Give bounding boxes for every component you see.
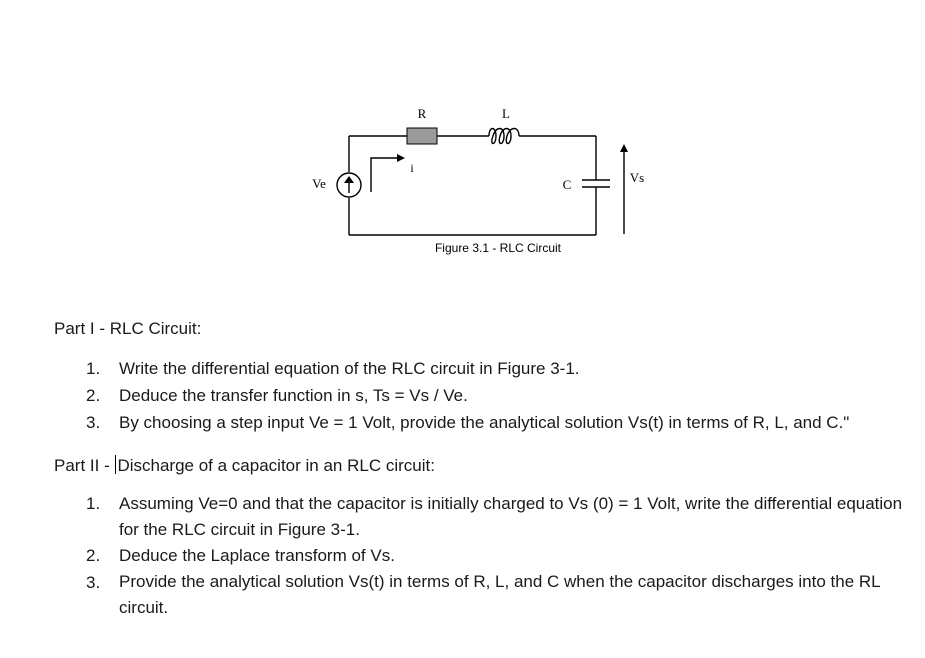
label-ve: Ve (312, 176, 326, 191)
label-r: R (417, 106, 427, 121)
part2-item3-number: 3. (86, 573, 101, 592)
part2-item2-number: 2. (86, 546, 101, 565)
part2-heading-rest: Discharge of a capacitor in an RLC circuit: (117, 456, 435, 475)
part1-item3-number: 3. (86, 413, 101, 432)
part1-item3-text: By choosing a step input Ve = 1 Volt, provide the analytical solution Vs(t) in terms of R, L, and C." (119, 413, 850, 432)
label-i: i (410, 161, 414, 175)
part2-heading-prefix: Part II - (54, 456, 115, 475)
part2-item1-number: 1. (86, 494, 101, 513)
part1-item2-text: Deduce the transfer function in s, Ts = Vs / Ve. (119, 386, 468, 405)
label-c: C (562, 177, 572, 192)
resistor-symbol (407, 128, 437, 144)
part2-heading (54, 455, 435, 476)
part1-item2-number: 2. (86, 386, 101, 405)
part2-item1-text: Assuming Ve=0 and that the capacitor is initially charged to Vs (0) = 1 Volt, write the differential equation for the RLC circuit in Figure 3-1. (119, 494, 903, 539)
label-vs: Vs (629, 170, 645, 185)
part2-item2-text: Deduce the Laplace transform of Vs. (119, 546, 395, 565)
figure-caption: Figure 3.1 - RLC Circuit (434, 241, 562, 255)
part1-heading: Part I - RLC Circuit: (54, 319, 202, 338)
rlc-circuit-figure (0, 0, 925, 300)
current-arrow (371, 158, 403, 192)
part1-item1-number: 1. (86, 359, 101, 378)
inductor-symbol (489, 129, 519, 144)
part2-item3-text: Provide the analytical solution Vs(t) in terms of R, L, and C when the capacitor discharges into the RL circuit. (119, 572, 880, 617)
part1-item1-text: Write the differential equation of the RLC circuit in Figure 3-1. (119, 359, 580, 378)
label-l: L (502, 106, 510, 121)
source-arrow-head (344, 176, 354, 183)
